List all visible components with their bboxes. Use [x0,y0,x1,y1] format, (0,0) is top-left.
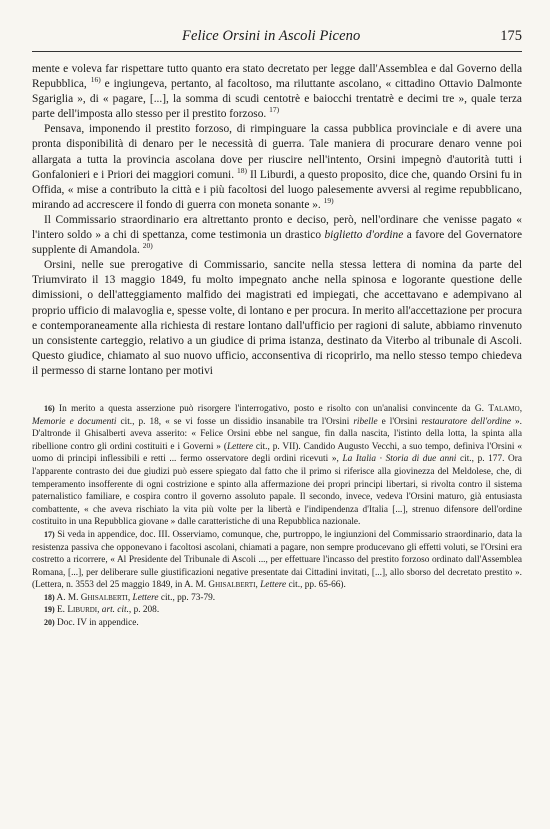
text-run: Pensava, imponendo il prestito forzoso, di rimpinguare la cassa pubblica provinciale e di avere una pronta disponibilità di denaro per le necessità di guerra. Tale maniera di procurare denaro venne poi allargata a tutta la provincia ascolana dove per riuscire nell'intento, Orsini impegnò d'autorità tutti i Gonfalonieri e i Priori dei maggiori comuni. [32,123,522,181]
footnote-label: 18) [44,592,55,602]
footnote-17 [32,529,522,592]
footnote-20 [32,617,522,630]
text-run: A. M. [56,592,79,603]
header-rule [32,51,522,52]
italic-run: Lettere [132,592,159,603]
footnote-ref-16[interactable]: 16) [90,75,101,85]
text-run: Si veda in appendice, doc. III. Osserviamo, comunque, che, purtroppo, le ingiunzioni del Commissario straordinario, data la resistenza passiva che opponevano i facoltosi ascolani, chiamati a pagare, non sempre producevano gli effetti voluti, se l'Orsini era costretto a ricorrere, « Al Presidente del Tribunale di Ascoli ..., per effettuare l'incasso del prestito forzoso ordinato dall'Assemblea Romana, [...], per deliberare sulle giustificazioni negative presentate dai Cittadini invitati, [...], allo sborso del decretato prestito ». (Lettera, n. 3553 del 25 maggio 1849, in A. M. [32,529,523,591]
footnote-ref-17[interactable]: 17) [269,105,280,115]
page [32,28,522,630]
italic-run: biglietto d'ordine [324,229,404,242]
page-number: 175 [500,28,522,44]
italic-run: ribelle [353,416,378,427]
text-run: cit., p. 177. Ora l'apparente contrasto dei due giudizi può essere spiegato dal fatto che il primo si riferisce alla giovinezza del Meldolese, che, di temperamento insofferente di ogni costrizione e spinto alla affermazione dei propri principi libertari, si rivolta contro il sistema paternalistico familiare, e cospira contro il governo assoluto papale. Il secondo, invece, vedeva l'Orsini maturo, già entusiasta combattente, « che aveva rischiato la vita più volte per la libertà e l'indipendenza d'Italia [...], strenuo difensore dell'ordine costituito in una Repubblica giovane » dalle caratteristiche di una Repubblica nazionale. [32,454,522,528]
italic-run: La Italia · Storia di due anni [342,454,457,465]
text-run: , [519,403,523,414]
running-head: Felice Orsini in Ascoli Piceno [182,28,361,44]
footnote-ref-19[interactable]: 19) [323,196,334,206]
paragraph-2 [32,122,522,213]
italic-run: art. cit. [101,605,129,616]
footnotes [32,403,522,630]
footnote-label: 16) [44,403,55,413]
footnote-18 [32,592,522,605]
text-run: a favore del Governatore supplente di Amandola. [32,229,523,257]
text-run: Il Commissario straordinario era altrettanto pronto e deciso, però, nell'ordinare che venisse pagato « l'intero soldo » a chi di spettanza, come testimonia un drastico [32,213,522,242]
author-name: Ghisalberti [80,592,128,603]
text-run: E. [57,605,66,616]
footnote-label: 17) [44,529,55,539]
paragraph-3 [32,213,522,258]
footnote-ref-20[interactable]: 20) [142,241,153,251]
text-run: cit., p. VII). Candido Augusto Vecchi, a suo tempo, definiva l'Orsini « uomo di principi inflessibili e retti ... fermo osservatore degli ordini ricevuti », [32,441,522,465]
italic-run: Lettere [260,580,287,591]
text-run: , [127,592,131,603]
page-header [32,28,522,50]
italic-run: Lettere [226,441,253,452]
footnote-label: 19) [44,605,55,615]
text-run: e ingiungeva, pertanto, al facoltoso, ma riluttante ascolano, « cittadino Ottavio Dalmonte Sgariglia », di « pagare, [...], la somma di scudi centotrè e baiocchi trentatrè e decimi tre », quale terza parte dell'imposta allo stesso per il prestito forzoso. [32,78,522,121]
text-run: e l'Orsini [381,416,418,427]
text-run: cit., pp. 73-79. [160,592,216,603]
text-run: , [255,580,258,591]
text-run: cit., pp. 65-66). [288,580,346,591]
paragraph-1 [32,62,522,122]
footnote-label: 20) [44,618,55,628]
text-run: cit., p. 18, « se vi fosse un dissidio insanabile tra l'Orsini [120,416,350,427]
paragraph-4 [32,258,522,379]
author-name: Ghisalberti [208,580,256,591]
author-name: Liburdi [67,605,98,616]
footnote-16 [32,403,522,529]
text-run: Il Liburdi, a questo proposito, dice che, quando Orsini fu in Offida, « mise a contributo la città e i più facoltosi del luogo palesemente avversi al regime repubblicano, mirando ad accrescere il fondo di guerra con moneta sonante ». [32,168,522,211]
text-run: , [97,605,100,616]
text-run: Doc. IV in appendice. [57,618,139,629]
text-run: In merito a questa asserzione può risorgere l'interrogativo, posto e risolto con un'analisi convincente da G. [59,403,484,414]
author-name: Talamo [488,403,520,414]
text-run: ». D'altronde il Ghisalberti aveva asserito: « Felice Orsini ebbe nel sangue, fin dalla nascita, l'istinto della lotta, la spinta alla ribellione contro gli ordini costituiti e i Governi » ( [32,416,523,452]
italic-run: Memorie e documenti [32,416,117,427]
footnote-19 [32,604,522,617]
text-run: mente e voleva far rispettare tutto quanto era stato decretato per legge dall'Assemblea e dal Governo della Repubblica, [32,63,522,91]
italic-run: restauratore dell'ordine [421,416,511,427]
footnote-ref-18[interactable]: 18) [237,165,248,175]
text-run: , p. 208. [128,605,160,616]
main-text [32,62,522,379]
text-run: Orsini, nelle sue prerogative di Commissario, sancite nella stessa lettera di nomina da parte del Triumvirato il 13 maggio 1849, fu molto impegnato anche nella spinosa e logorante questione delle dimissioni, o dell'atteggiamento malfido dei magistrati ed impiegati, che accettavano e adempivano al proprio ufficio di malavoglia e, spesse volte, di lontano e per procura. In merito all'accettazione per procura e contemporaneamente alla richiesta di restare lontano dall'ufficio per ragioni di salute, abbiamo rinvenuto un consistente carteggio, relativo a un giudice di prima istanza, destinato da Viterbo al tribunale di Ascoli. Questo giudice, chiamato al suo nuovo ufficio, acconsentiva di ricoprirlo, ma nello stesso tempo chiedeva il permesso di starne lontano per motivi [32,259,522,377]
